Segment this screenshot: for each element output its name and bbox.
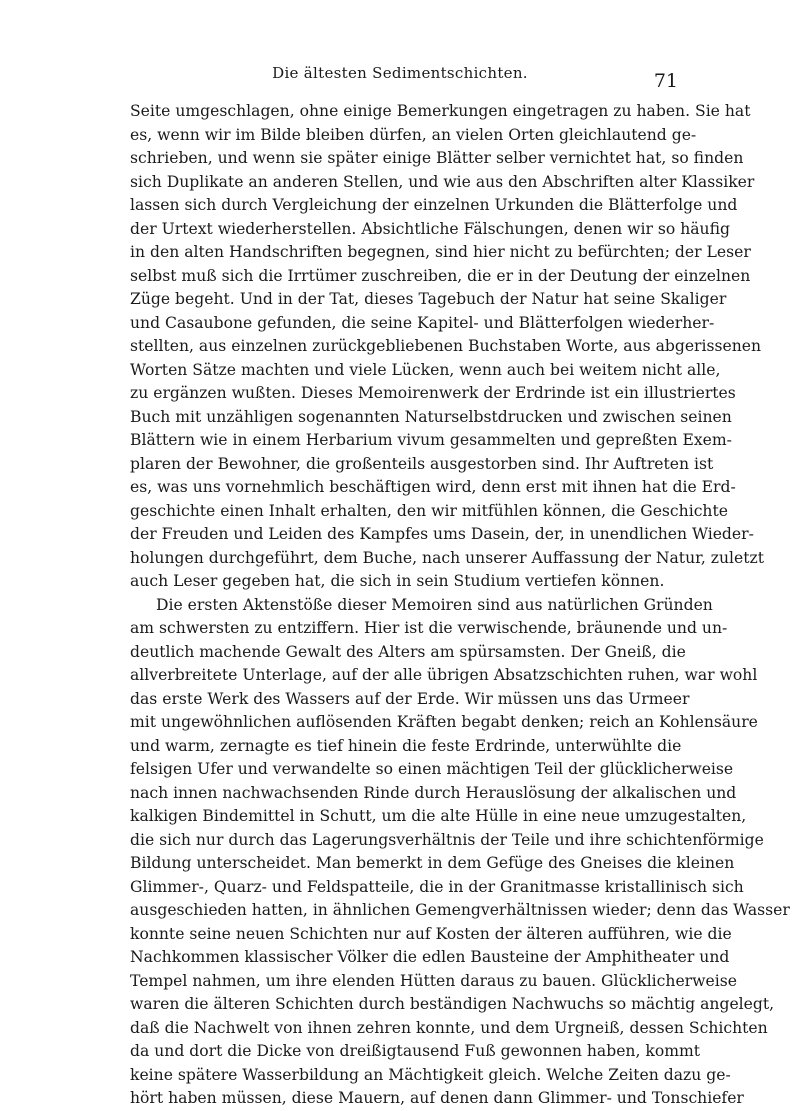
text-line: es, wenn wir im Bilde bleiben dürfen, an vielen Orten gleichlautend ge- <box>130 125 697 144</box>
text-line: plaren der Bewohner, die großenteils ausgestorben sind. Ihr Auftreten ist <box>130 454 714 473</box>
text-line: da und dort die Dicke von dreißigtausend Fuß gewonnen haben, kommt <box>130 1042 701 1060</box>
text-line: Züge begeht. Und in der Tat, dieses Tagebuch der Natur hat seine Skaliger <box>130 290 727 308</box>
text-line: stellten, aus einzelnen zurückgebliebenen Buchstaben Worte, aus abgerissenen <box>130 337 762 355</box>
text-line: ausgeschieden hatten, in ähnlichen Gemengverhältnissen wieder; denn das Wasser <box>130 901 790 919</box>
text-line: Die ersten Aktenstöße dieser Memoiren sind aus natürlichen Gründen <box>156 595 713 614</box>
text-line: Tempel nahmen, um ihre elenden Hütten daraus zu bauen. Glücklicherweise <box>130 971 737 990</box>
text-line: Worten Sätze machten und viele Lücken, wenn auch bei weitem nicht alle, <box>130 360 721 379</box>
paragraph <box>130 100 764 594</box>
text-line: holungen durchgeführt, dem Buche, nach unserer Auffassung der Natur, zuletzt <box>130 548 764 567</box>
text-line: am schwersten zu entziffern. Hier ist die verwischende, bräunende und un- <box>130 619 728 637</box>
text-line: hört haben müssen, diese Mauern, auf denen dann Glimmer- und Tonschiefer <box>130 1089 744 1107</box>
text-line: Buch mit unzähligen sogenannten Naturselbstdrucken und zwischen seinen <box>130 407 732 426</box>
text-line: die sich nur durch das Lagerungsverhältnis der Teile und ihre schichtenförmige <box>130 830 764 849</box>
running-title: Die ältesten Sedimentschichten. <box>272 64 528 82</box>
text-line: es, was uns vornehmlich beschäftigen wird, denn erst mit ihnen hat die Erd- <box>130 478 736 496</box>
text-line: geschichte einen Inhalt erhalten, den wir mitfühlen können, die Geschichte <box>130 501 728 520</box>
text-line: nach innen nachwachsenden Rinde durch Herauslösung der alkalischen und <box>130 783 737 802</box>
body-text <box>130 100 790 1111</box>
text-line: Nachkommen klassischer Völker die edlen Bausteine der Amphitheater und <box>130 948 730 966</box>
text-line: in den alten Handschriften begegnen, sind hier nicht zu befürchten; der Leser <box>130 243 751 261</box>
text-line: keine spätere Wasserbildung an Mächtigkeit gleich. Welche Zeiten dazu ge- <box>130 1065 731 1084</box>
text-line: kalkigen Bindemittel in Schutt, um die alte Hülle in eine neue umzugestalten, <box>130 807 747 825</box>
text-line: der Freuden und Leiden des Kampfes ums Dasein, der, in unendlichen Wieder- <box>130 525 754 543</box>
text-line: allverbreitete Unterlage, auf der alle übrigen Absatzschichten ruhen, war wohl <box>130 666 758 684</box>
text-line: deutlich machende Gewalt des Alters am spürsamsten. Der Gneiß, die <box>130 642 686 661</box>
page-number: 71 <box>653 70 678 92</box>
text-line: daß die Nachwelt von ihnen zehren konnte, und dem Urgneiß, dessen Schichten <box>130 1018 768 1037</box>
text-line: und Casaubone gefunden, die seine Kapitel- und Blätterfolgen wiederher- <box>130 313 715 332</box>
text-line: Bildung unterscheidet. Man bemerkt in dem Gefüge des Gneises die kleinen <box>130 854 735 872</box>
text-line: das erste Werk des Wassers auf der Erde. Wir müssen uns das Urmeer <box>130 689 690 708</box>
text-line: schrieben, und wenn sie später einige Blätter selber vernichtet hat, so finden <box>130 149 744 167</box>
text-line: selbst muß sich die Irrtümer zuschreiben, die er in der Deutung der einzelnen <box>130 266 751 285</box>
text-line: Seite umgeschlagen, ohne einige Bemerkungen eingetragen zu haben. Sie hat <box>130 102 751 120</box>
text-line: Blättern wie in einem Herbarium vivum gesammelten und gepreßten Exem- <box>130 431 732 449</box>
paragraph <box>130 594 790 1111</box>
text-line: lassen sich durch Vergleichung der einzelnen Urkunden die Blätterfolge und <box>130 196 738 214</box>
text-line: auch Leser gegeben hat, die sich in sein Studium vertiefen können. <box>130 572 665 590</box>
text-line: der Urtext wiederherstellen. Absichtliche Fälschungen, denen wir so häufig <box>130 219 730 238</box>
text-line: mit ungewöhnlichen auflösenden Kräften begabt denken; reich an Kohlensäure <box>130 713 758 731</box>
text-line: Glimmer-, Quarz- und Feldspatteile, die in der Granitmasse kristallinisch sich <box>130 877 744 896</box>
text-line: konnte seine neuen Schichten nur auf Kosten der älteren aufführen, wie die <box>130 924 732 943</box>
text-line: sich Duplikate an anderen Stellen, und wie aus den Abschriften alter Klassiker <box>130 172 755 191</box>
text-line: und warm, zernagte es tief hinein die feste Erdrinde, unterwühlte die <box>130 736 682 755</box>
text-line: waren die älteren Schichten durch beständigen Nachwuchs so mächtig angelegt, <box>130 995 775 1013</box>
text-line: felsigen Ufer und verwandelte so einen mächtigen Teil der glücklicherweise <box>130 760 734 778</box>
text-line: zu ergänzen wußten. Dieses Memoirenwerk der Erdrinde ist ein illustriertes <box>130 384 736 402</box>
